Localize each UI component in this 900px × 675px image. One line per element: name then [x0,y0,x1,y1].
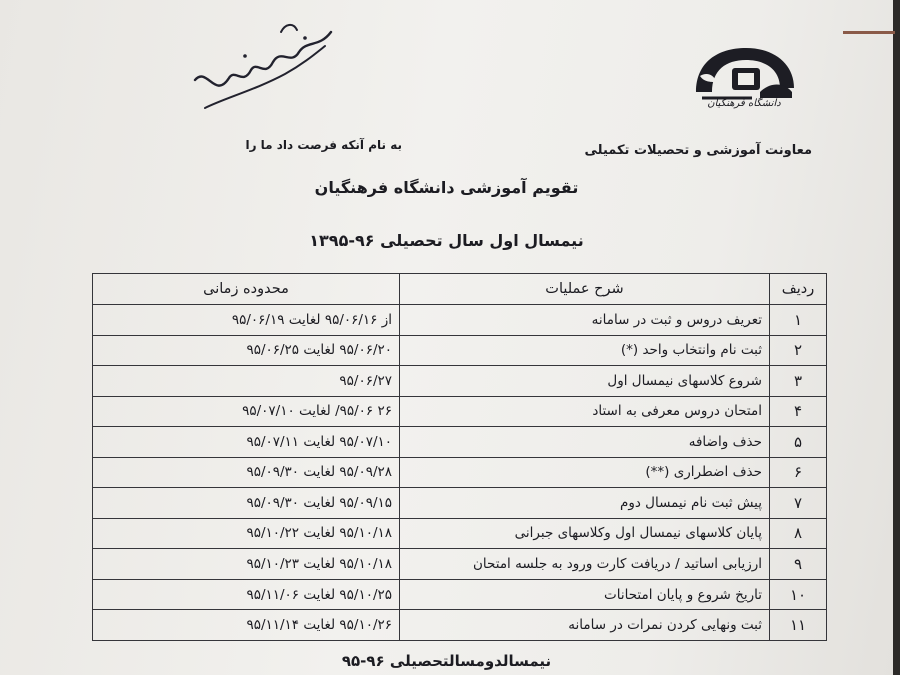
table-row [93,396,827,427]
row-range: ۹۵/۰۹/۱۵ لغایت ۹۵/۰۹/۳۰ [93,488,400,519]
academic-calendar-table [92,273,827,641]
column-header-description: شرح عملیات [400,274,770,305]
row-number: ۹ [770,549,827,580]
column-header-range: محدوده زمانی [93,274,400,305]
table-row [93,610,827,641]
row-range: ۹۵/۰۶/۲۰ لغایت ۹۵/۰۶/۲۵ [93,335,400,366]
row-number: ۳ [770,366,827,397]
edge-mark [843,31,895,34]
office-name: معاونت آموزشی و تحصیلات تکمیلی [584,143,812,158]
row-description: پیش ثبت نام نیمسال دوم [400,488,770,519]
table-row [93,549,827,580]
row-number: ۸ [770,518,827,549]
row-number: ۲ [770,335,827,366]
row-description: ارزیابی اساتید / دریافت کارت ورود به جلسه امتحان [400,549,770,580]
column-header-row: ردیف [770,274,827,305]
table-header-row [93,274,827,305]
row-description: حذف واضافه [400,427,770,458]
handwritten-signature [185,8,345,118]
row-range: ۹۵/۰۶/۲۷ [93,366,400,397]
row-number: ۷ [770,488,827,519]
row-number: ۵ [770,427,827,458]
table-row [93,518,827,549]
row-range: ۹۵/۱۰/۲۵ لغایت ۹۵/۱۱/۰۶ [93,579,400,610]
row-number: ۱ [770,305,827,336]
table-row [93,427,827,458]
table-row [93,579,827,610]
row-number: ۴ [770,396,827,427]
row-description: ثبت ونهایی کردن نمرات در سامانه [400,610,770,641]
row-number: ۶ [770,457,827,488]
page-subtitle: نیمسال اول سال تحصیلی ۹۶-۱۳۹۵ [309,231,584,250]
logo-caption: دانشگاه فرهنگیان [707,98,781,109]
table-row [93,488,827,519]
table-row [93,457,827,488]
row-number: ۱۱ [770,610,827,641]
row-description: تعریف دروس و ثبت در سامانه [400,305,770,336]
invocation-line: به نام آنکه فرصت داد ما را [245,138,402,152]
row-range: ۹۵/۱۰/۲۶ لغایت ۹۵/۱۱/۱۴ [93,610,400,641]
row-range: ۹۵/۰۷/۱۰ لغایت ۹۵/۰۷/۱۱ [93,427,400,458]
row-description: ثبت نام وانتخاب واحد (*) [400,335,770,366]
table-row [93,305,827,336]
row-description: پایان کلاسهای نیمسال اول وکلاسهای جبرانی [400,518,770,549]
row-range: ۹۵/۰۹/۲۸ لغایت ۹۵/۰۹/۳۰ [93,457,400,488]
page-title: تقویم آموزشی دانشگاه فرهنگیان [314,178,579,197]
row-description: امتحان دروس معرفی به استاد [400,396,770,427]
row-range: ۲۶ ۹۵/۰۶/ لغایت ۹۵/۰۷/۱۰ [93,396,400,427]
row-description: شروع کلاسهای نیمسال اول [400,366,770,397]
row-number: ۱۰ [770,579,827,610]
row-range: ۹۵/۱۰/۱۸ لغایت ۹۵/۱۰/۲۳ [93,549,400,580]
row-description: حذف اضطراری (**) [400,457,770,488]
table-row [93,335,827,366]
next-section-heading: نیمسالدومسالتحصیلی ۹۶-۹۵ [341,652,552,670]
table-row [93,366,827,397]
row-range: از ۹۵/۰۶/۱۶ لغایت ۹۵/۰۶/۱۹ [93,305,400,336]
row-description: تاریخ شروع و پایان امتحانات [400,579,770,610]
row-range: ۹۵/۱۰/۱۸ لغایت ۹۵/۱۰/۲۲ [93,518,400,549]
